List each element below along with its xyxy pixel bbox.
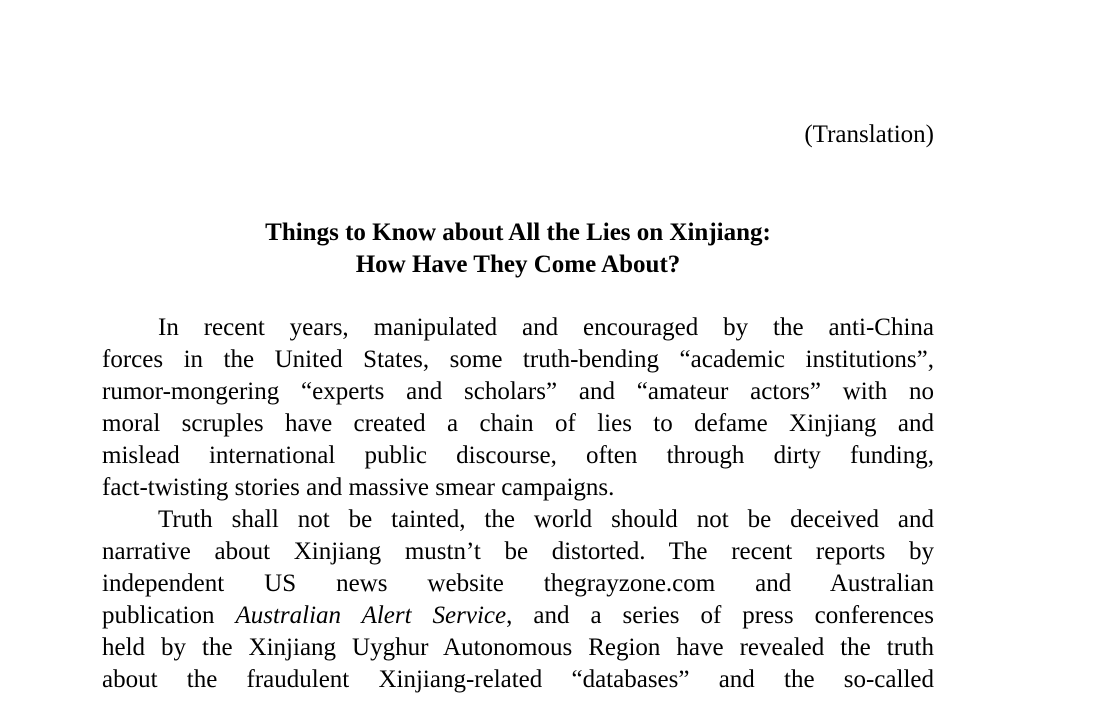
paragraph-2-line-mixed bbox=[102, 600, 934, 632]
paragraph-1-line: fact-twisting stories and massive smear campaigns. bbox=[102, 474, 615, 501]
paragraph-1-line: moral scruples have created a chain of lies to defame Xinjiang and bbox=[102, 410, 934, 437]
paragraph-1-line: forces in the United States, some truth-bending “academic institutions”, bbox=[102, 346, 934, 373]
title-line-1: Things to Know about All the Lies on Xinjiang: bbox=[265, 219, 771, 246]
paragraph-1-line: mislead international public discourse, often through dirty funding, bbox=[102, 442, 934, 469]
paragraph-1 bbox=[102, 312, 934, 504]
title-line-2: How Have They Come About? bbox=[355, 251, 681, 278]
paragraph-2 bbox=[102, 504, 934, 696]
document-title bbox=[102, 217, 934, 281]
paragraph-2-line: held by the Xinjiang Uyghur Autonomous Region have revealed the truth bbox=[102, 634, 934, 661]
translation-note: (Translation) bbox=[804, 121, 934, 148]
publication-prefix: publication bbox=[102, 602, 236, 629]
body-text bbox=[102, 312, 934, 696]
paragraph-1-line: rumor-mongering “experts and scholars” and “amateur actors” with no bbox=[102, 378, 934, 405]
paragraph-2-line: narrative about Xinjiang mustn’t be distorted. The recent reports by bbox=[102, 538, 934, 565]
paragraph-1-line: In recent years, manipulated and encouraged by the anti-China bbox=[158, 314, 934, 341]
paragraph-2-line: about the fraudulent Xinjiang-related “databases” and the so-called bbox=[102, 666, 934, 693]
paragraph-2-line: independent US news website thegrayzone.com and Australian bbox=[102, 570, 934, 597]
paragraph-2-line: Truth shall not be tainted, the world should not be deceived and bbox=[158, 506, 934, 533]
publication-name: Australian Alert Service bbox=[235, 602, 507, 629]
publication-suffix: , and a series of press conferences bbox=[506, 602, 934, 629]
